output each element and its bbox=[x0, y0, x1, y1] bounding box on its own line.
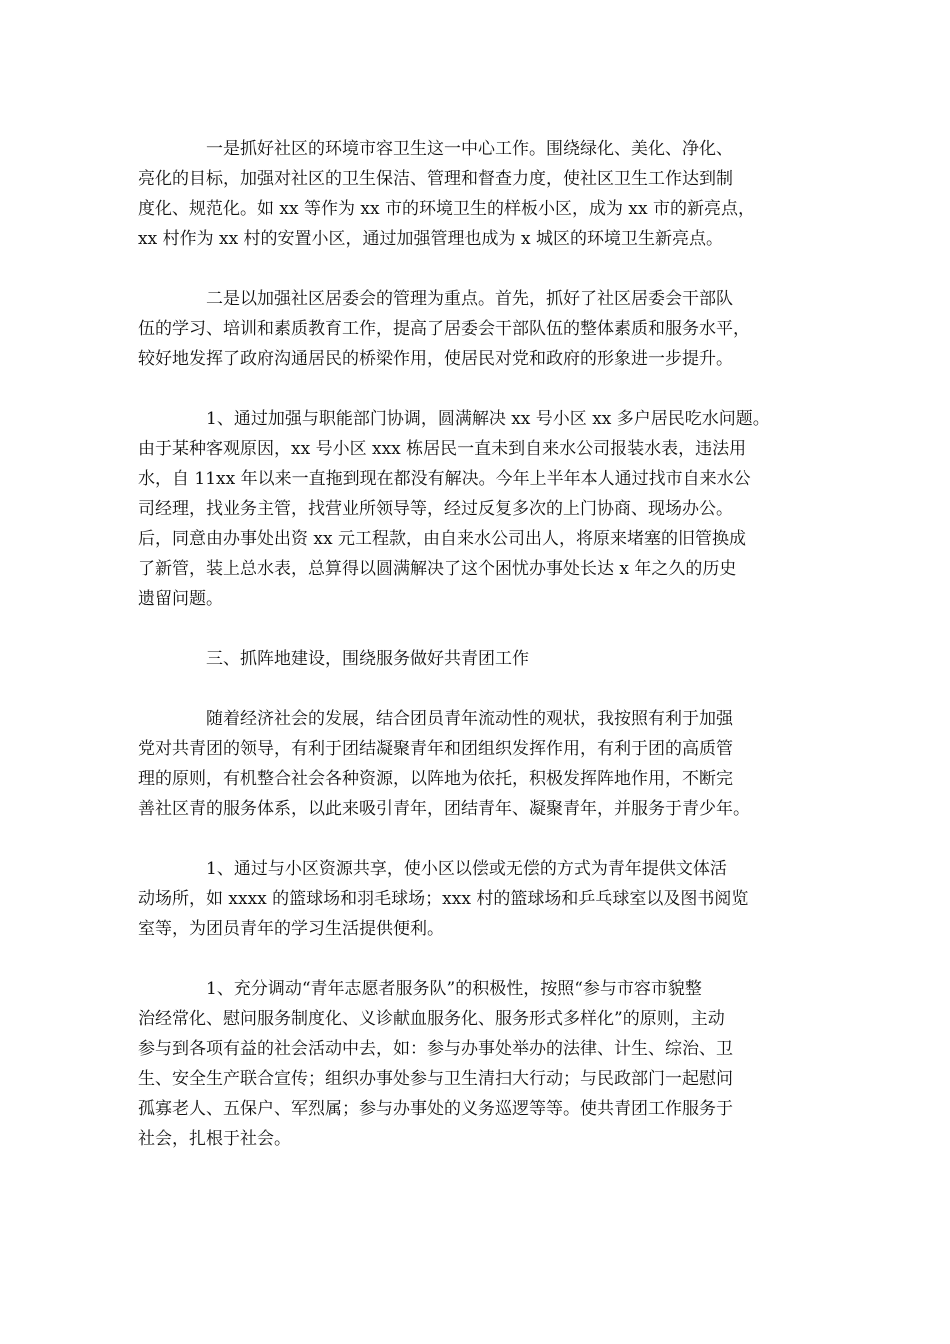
text-line: 参与到各项有益的社会活动中去，如：参与办事处举办的法律、计生、综治、卫 bbox=[138, 1039, 733, 1059]
text-line: 理的原则，有机整合社会各种资源，以阵地为依托，积极发挥阵地作用，不断完 bbox=[138, 769, 733, 789]
paragraph-development bbox=[138, 704, 818, 824]
section-heading-youth-league bbox=[138, 644, 818, 674]
text-line: 水，自 11xx 年以来一直拖到现在都没有解决。今年上半年本人通过找市自来水公 bbox=[138, 469, 751, 489]
text-line: 度化、规范化。如 xx 等作为 xx 市的环境卫生的样板小区，成为 xx 市的新亮点， bbox=[138, 199, 755, 219]
text-line: 遗留问题。 bbox=[138, 589, 223, 609]
text-line: 社会，扎根于社会。 bbox=[138, 1129, 291, 1149]
text-line: 孤寡老人、五保户、军烈属；参与办事处的义务巡逻等等。使共青团工作服务于 bbox=[138, 1099, 733, 1119]
text-line: 生、安全生产联合宣传；组织办事处参与卫生清扫大行动；与民政部门一起慰问 bbox=[138, 1069, 733, 1089]
text-line: xx 村作为 xx 村的安置小区，通过加强管理也成为 x 城区的环境卫生新亮点。 bbox=[138, 229, 723, 249]
text-line: 亮化的目标，加强对社区的卫生保洁、管理和督查力度，使社区卫生工作达到制 bbox=[138, 169, 733, 189]
paragraph-committee bbox=[138, 284, 818, 374]
text-line: 司经理，找业务主管，找营业所领导等，经过反复多次的上门协商、现场办公。 bbox=[138, 499, 733, 519]
text-line: 较好地发挥了政府沟通居民的桥梁作用，使居民对党和政府的形象进一步提升。 bbox=[138, 349, 733, 369]
document-body bbox=[138, 134, 818, 1184]
text-line: 由于某种客观原因，xx 号小区 xxx 栋居民一直未到自来水公司报装水表，违法用 bbox=[138, 439, 747, 459]
text-line: 伍的学习、培训和素质教育工作，提高了居委会干部队伍的整体素质和服务水平， bbox=[138, 319, 750, 339]
text-line: 后，同意由办事处出资 xx 元工程款，由自来水公司出人，将原来堵塞的旧管换成 bbox=[138, 529, 746, 549]
text-line: 1、通过加强与职能部门协调，圆满解决 xx 号小区 xx 多户居民吃水问题。 bbox=[206, 409, 770, 429]
paragraph-water-issue bbox=[138, 404, 818, 614]
paragraph-environment bbox=[138, 134, 818, 254]
heading-line: 三、抓阵地建设，围绕服务做好共青团工作 bbox=[206, 649, 529, 669]
text-line: 1、通过与小区资源共享，使小区以偿或无偿的方式为青年提供文体活 bbox=[206, 859, 727, 879]
text-line: 动场所，如 xxxx 的篮球场和羽毛球场；xxx 村的篮球场和乒乓球室以及图书阅览 bbox=[138, 889, 749, 909]
text-line: 1、充分调动“青年志愿者服务队”的积极性，按照“参与市容市貌整 bbox=[206, 979, 702, 999]
text-line: 党对共青团的领导，有利于团结凝聚青年和团组织发挥作用，有利于团的高质管 bbox=[138, 739, 733, 759]
paragraph-volunteers bbox=[138, 974, 818, 1154]
text-line: 室等，为团员青年的学习生活提供便利。 bbox=[138, 919, 444, 939]
text-line: 一是抓好社区的环境市容卫生这一中心工作。围绕绿化、美化、净化、 bbox=[206, 139, 733, 159]
text-line: 了新管，装上总水表，总算得以圆满解决了这个困忧办事处长达 x 年之久的历史 bbox=[138, 559, 737, 579]
text-line: 善社区青的服务体系，以此来吸引青年，团结青年、凝聚青年，并服务于青少年。 bbox=[138, 799, 750, 819]
text-line: 治经常化、慰问服务制度化、义诊献血服务化、服务形式多样化”的原则，主动 bbox=[138, 1009, 725, 1029]
paragraph-resource-sharing bbox=[138, 854, 818, 944]
text-line: 二是以加强社区居委会的管理为重点。首先，抓好了社区居委会干部队 bbox=[206, 289, 733, 309]
text-line: 随着经济社会的发展，结合团员青年流动性的观状，我按照有利于加强 bbox=[206, 709, 733, 729]
